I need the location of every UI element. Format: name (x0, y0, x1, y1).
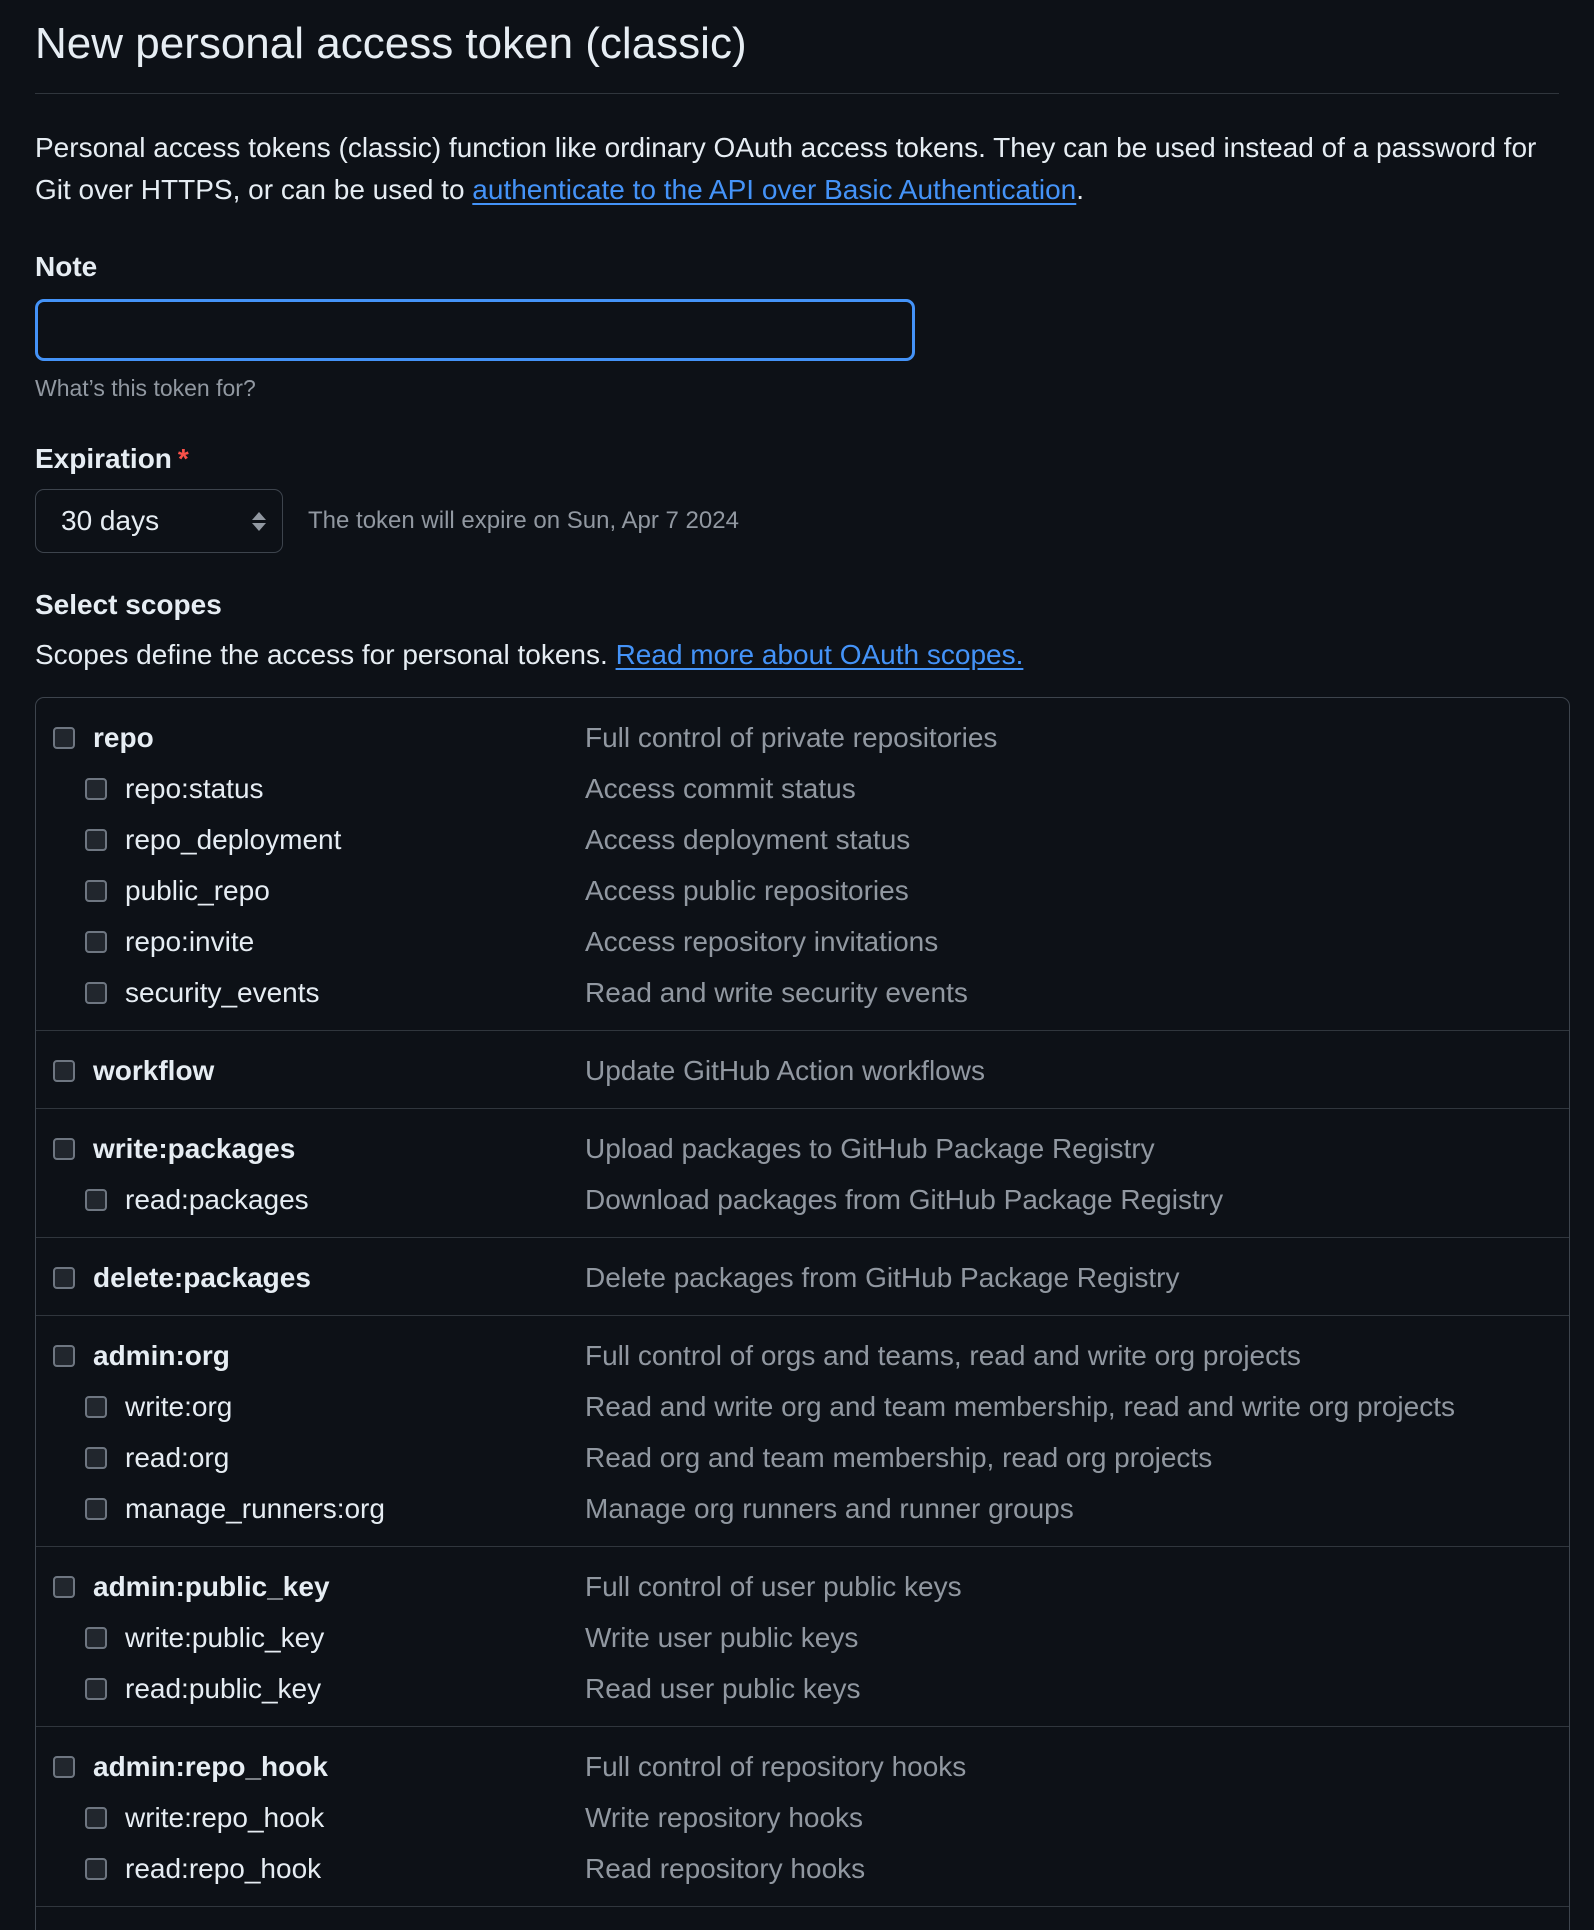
scope-description: Delete packages from GitHub Package Registry (585, 1261, 1180, 1293)
expiration-row (35, 489, 1559, 553)
scope-name[interactable]: read:packages (125, 1183, 309, 1215)
subscope-row (36, 1792, 1569, 1843)
scope-name[interactable]: write:packages (93, 1132, 296, 1164)
scope-checkbox[interactable] (53, 727, 75, 749)
subscope-row (36, 1612, 1569, 1663)
subscope-row (36, 1381, 1569, 1432)
scope-description: Full control of user public keys (585, 1570, 962, 1602)
note-label: Note (35, 251, 98, 282)
scope-name[interactable]: repo:status (125, 772, 264, 804)
expiration-note: The token will expire on Sun, Apr 7 2024 (308, 507, 739, 534)
scope-row (36, 1561, 1569, 1612)
oauth-scopes-link[interactable]: Read more about OAuth scopes. (615, 639, 1024, 670)
scope-name[interactable]: write:repo_hook (125, 1801, 325, 1833)
subscope-row (36, 763, 1569, 814)
scope-name[interactable]: repo:invite (125, 925, 255, 957)
scope-description: Full control of private repositories (585, 721, 998, 753)
scope-name[interactable]: repo (93, 721, 154, 753)
subscope-row (36, 814, 1569, 865)
scope-group (36, 1109, 1569, 1238)
scope-checkbox[interactable] (85, 1627, 107, 1649)
scope-description: Access repository invitations (585, 925, 939, 957)
scope-description: Download packages from GitHub Package Registry (585, 1183, 1224, 1215)
intro-body: Personal access tokens (classic) function like ordinary OAuth access tokens. They can be used instead of a password for Git over HTTPS, or can be used to (35, 132, 1537, 205)
subscope-row (36, 1432, 1569, 1483)
scope-checkbox[interactable] (85, 1858, 107, 1880)
expiration-label-text: Expiration (35, 443, 172, 474)
scope-row (36, 1123, 1569, 1174)
scope-group (36, 1547, 1569, 1727)
scopes-list (35, 697, 1570, 1930)
scope-description: Full control of repository hooks (585, 1750, 967, 1782)
scope-name[interactable]: workflow (93, 1054, 215, 1086)
scope-checkbox[interactable] (85, 1678, 107, 1700)
scope-description: Write user public keys (585, 1621, 859, 1653)
subscope-row (36, 1843, 1569, 1894)
scope-name[interactable]: admin:public_key (93, 1570, 330, 1602)
scope-checkbox[interactable] (53, 1345, 75, 1367)
subscope-row (36, 1174, 1569, 1225)
scope-checkbox[interactable] (85, 1189, 107, 1211)
page-title: New personal access token (classic) (35, 0, 1559, 94)
scope-name[interactable]: delete:packages (93, 1261, 311, 1293)
scope-group (36, 1316, 1569, 1547)
scope-checkbox[interactable] (53, 1576, 75, 1598)
scope-row (36, 1330, 1569, 1381)
scope-description: Read and write security events (585, 976, 968, 1008)
scope-name[interactable]: read:repo_hook (125, 1852, 322, 1884)
scope-name[interactable]: write:public_key (125, 1621, 325, 1653)
scope-checkbox[interactable] (85, 829, 107, 851)
scope-checkbox[interactable] (53, 1060, 75, 1082)
intro-period: . (1076, 174, 1085, 205)
scope-name[interactable]: repo_deployment (125, 823, 342, 855)
scope-name[interactable]: read:org (125, 1441, 230, 1473)
scope-description: Manage org runners and runner groups (585, 1492, 1074, 1524)
scope-checkbox[interactable] (53, 1756, 75, 1778)
scope-description: Access commit status (585, 772, 856, 804)
scope-checkbox[interactable] (85, 1447, 107, 1469)
scope-group (36, 1727, 1569, 1907)
select-arrows-icon (252, 512, 266, 531)
scope-description: Read and write org and team membership, read and write org projects (585, 1390, 1455, 1422)
scope-name[interactable]: security_events (125, 976, 320, 1008)
scope-name[interactable]: write:org (125, 1390, 233, 1422)
note-hint: What’s this token for? (35, 375, 256, 401)
scope-description: Upload packages to GitHub Package Registry (585, 1132, 1155, 1164)
scopes-description-text: Scopes define the access for personal tokens. (35, 639, 608, 670)
scope-name[interactable]: admin:repo_hook (93, 1750, 328, 1782)
scopes-label: Select scopes (35, 589, 222, 620)
scope-row (36, 1252, 1569, 1303)
scope-description: Read user public keys (585, 1672, 861, 1704)
subscope-row (36, 1663, 1569, 1714)
subscope-row (36, 1483, 1569, 1534)
scope-group (36, 698, 1569, 1031)
scope-checkbox[interactable] (85, 1396, 107, 1418)
scope-name[interactable]: public_repo (125, 874, 270, 906)
scope-checkbox[interactable] (85, 1807, 107, 1829)
scope-row (36, 712, 1569, 763)
expiration-label (35, 441, 1559, 477)
required-mark: * (177, 443, 189, 474)
scope-name[interactable]: read:public_key (125, 1672, 322, 1704)
scopes-description (35, 635, 1559, 675)
scope-row (36, 1741, 1569, 1792)
scope-checkbox[interactable] (85, 982, 107, 1004)
scope-checkbox[interactable] (85, 778, 107, 800)
scope-row (36, 1045, 1569, 1096)
scope-name[interactable]: admin:org (93, 1339, 230, 1371)
scope-name[interactable]: manage_runners:org (125, 1492, 385, 1524)
basic-auth-link[interactable]: authenticate to the API over Basic Authentication (472, 174, 1077, 205)
expiration-selected: 30 days (61, 505, 160, 536)
scope-checkbox[interactable] (85, 931, 107, 953)
scope-description: Read org and team membership, read org projects (585, 1441, 1213, 1473)
expiration-select[interactable] (35, 489, 283, 553)
scope-description: Update GitHub Action workflows (585, 1054, 985, 1086)
scope-checkbox[interactable] (85, 880, 107, 902)
scope-checkbox[interactable] (53, 1138, 75, 1160)
scope-group (36, 1238, 1569, 1316)
subscope-row (36, 865, 1569, 916)
intro-text (35, 127, 1559, 211)
scope-description: Write repository hooks (585, 1801, 864, 1833)
scope-checkbox[interactable] (53, 1267, 75, 1289)
scope-description: Access deployment status (585, 823, 911, 855)
scope-group (36, 1031, 1569, 1109)
note-input[interactable] (35, 299, 915, 361)
subscope-row (36, 967, 1569, 1018)
scope-checkbox[interactable] (85, 1498, 107, 1520)
scope-description: Full control of orgs and teams, read and write org projects (585, 1339, 1301, 1371)
scope-description: Access public repositories (585, 874, 909, 906)
scope-description: Read repository hooks (585, 1852, 866, 1884)
subscope-row (36, 916, 1569, 967)
